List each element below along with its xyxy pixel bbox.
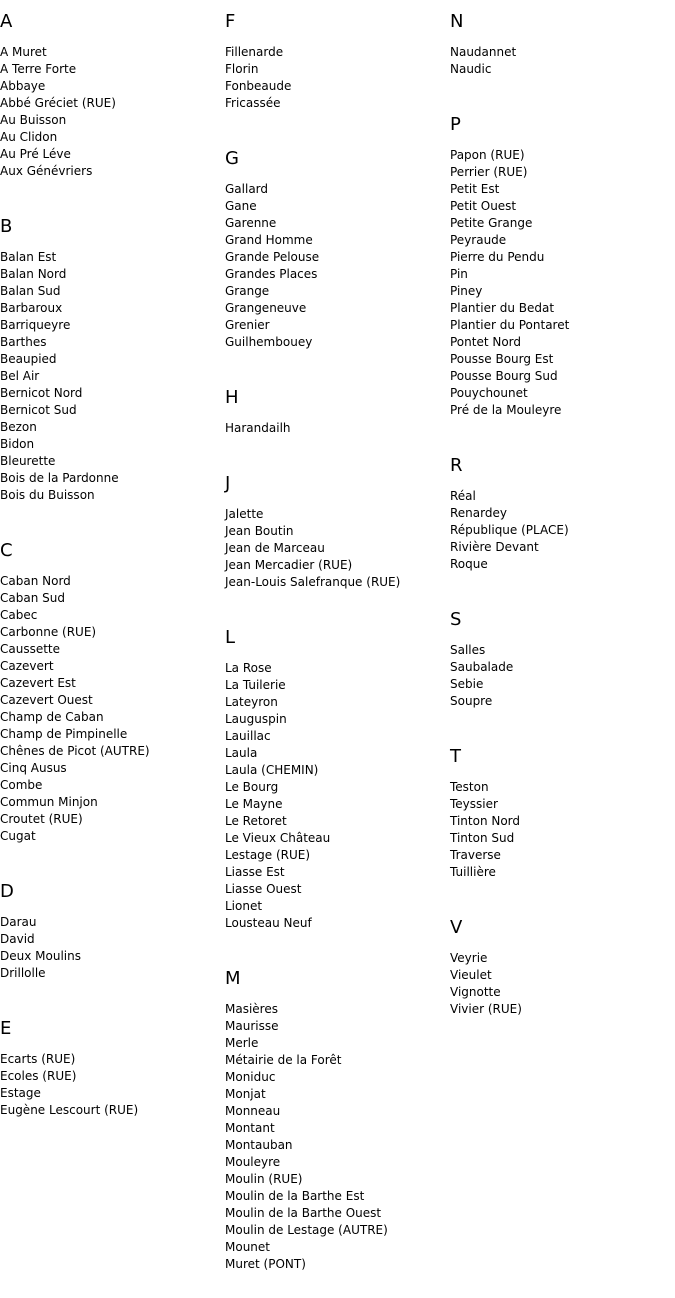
street-link[interactable]: Vivier (RUE) <box>450 1002 522 1016</box>
street-link[interactable]: Tinton Sud <box>450 831 515 845</box>
street-link[interactable]: Vignotte <box>450 985 501 999</box>
letter-section <box>0 0 225 205</box>
street-link[interactable]: Grand Homme <box>225 233 313 247</box>
street-link[interactable]: Vieulet <box>450 968 492 982</box>
street-link[interactable]: Champ de Caban <box>0 710 104 724</box>
letter-heading: P <box>450 114 461 135</box>
street-link[interactable]: Deux Moulins <box>0 949 81 963</box>
street-link[interactable]: Montant <box>225 1121 275 1135</box>
street-link[interactable]: Soupre <box>450 694 493 708</box>
street-link[interactable]: Fricassée <box>225 96 281 110</box>
street-link[interactable]: Moulin de Lestage (AUTRE) <box>225 1223 388 1237</box>
street-link[interactable]: Laula (CHEMIN) <box>225 763 319 777</box>
street-link[interactable]: Fonbeaude <box>225 79 292 93</box>
street-link[interactable]: Laula <box>225 746 258 760</box>
street-link[interactable]: Sebie <box>450 677 484 691</box>
street-link[interactable]: Florin <box>225 62 259 76</box>
letter-heading: B <box>0 216 13 237</box>
street-link[interactable]: Naudannet <box>450 45 517 59</box>
street-link[interactable]: Cazevert Ouest <box>0 693 93 707</box>
street-link[interactable]: Plantier du Bedat <box>450 301 555 315</box>
street-list <box>0 914 225 1007</box>
street-link[interactable]: Traverse <box>450 848 501 862</box>
street-link[interactable]: Lauguspin <box>225 712 287 726</box>
street-index-column-2 <box>225 0 450 1298</box>
street-list <box>450 488 675 598</box>
street-list <box>450 950 675 1043</box>
street-link[interactable]: Lauillac <box>225 729 271 743</box>
letter-heading: A <box>0 11 13 32</box>
street-link[interactable]: Lousteau Neuf <box>225 916 312 930</box>
letter-section <box>0 529 225 870</box>
street-link[interactable]: Bidon <box>0 437 35 451</box>
street-link[interactable]: Roque <box>450 557 488 571</box>
street-link[interactable]: Darau <box>0 915 37 929</box>
street-link[interactable]: Jean de Marceau <box>225 541 325 555</box>
street-link[interactable]: Commun Minjon <box>0 795 98 809</box>
street-link[interactable]: Pousse Bourg Sud <box>450 369 558 383</box>
street-link[interactable]: Papon (RUE) <box>450 148 525 162</box>
letter-section <box>0 870 225 1007</box>
letter-heading: D <box>0 881 14 902</box>
street-link[interactable]: David <box>0 932 35 946</box>
street-link[interactable]: Abbaye <box>0 79 46 93</box>
street-link[interactable]: Caussette <box>0 642 61 656</box>
street-link[interactable]: Maurisse <box>225 1019 279 1033</box>
street-link[interactable]: Grangeneuve <box>225 301 307 315</box>
letter-heading: N <box>450 11 464 32</box>
street-link[interactable]: Chênes de Picot (AUTRE) <box>0 744 150 758</box>
letter-section <box>450 103 675 444</box>
street-link[interactable]: Abbé Gréciet (RUE) <box>0 96 116 110</box>
street-link[interactable]: Métairie de la Forêt <box>225 1053 342 1067</box>
street-link[interactable]: Moulin de la Barthe Ouest <box>225 1206 382 1220</box>
street-link[interactable]: Monneau <box>225 1104 281 1118</box>
street-list <box>225 420 450 462</box>
street-list <box>225 1001 450 1298</box>
letter-heading: M <box>225 968 241 989</box>
street-link[interactable]: Monjat <box>225 1087 266 1101</box>
street-list <box>0 1051 225 1144</box>
street-link[interactable]: Naudic <box>450 62 492 76</box>
street-link[interactable]: Le Vieux Château <box>225 831 331 845</box>
street-link[interactable]: Merle <box>225 1036 259 1050</box>
street-list <box>225 44 450 137</box>
street-link[interactable]: Ecarts (RUE) <box>0 1052 76 1066</box>
street-link[interactable]: Aux Génévriers <box>0 164 93 178</box>
street-list <box>0 44 225 205</box>
street-link[interactable]: Au Clidon <box>0 130 58 144</box>
street-link[interactable]: Montauban <box>225 1138 293 1152</box>
street-link[interactable]: Champ de Pimpinelle <box>0 727 128 741</box>
street-link[interactable]: Eugène Lescourt (RUE) <box>0 1103 139 1117</box>
street-link[interactable]: Pousse Bourg Est <box>450 352 554 366</box>
street-link[interactable]: Caban Nord <box>0 574 71 588</box>
street-link[interactable]: Gane <box>225 199 257 213</box>
street-link[interactable]: Cazevert Est <box>0 676 76 690</box>
street-link[interactable]: Grenier <box>225 318 270 332</box>
street-link[interactable]: République (PLACE) <box>450 523 569 537</box>
street-link[interactable]: Mouleyre <box>225 1155 281 1169</box>
street-link[interactable]: Fillenarde <box>225 45 284 59</box>
street-link[interactable]: Pierre du Pendu <box>450 250 545 264</box>
street-link[interactable]: Beaupied <box>0 352 57 366</box>
street-link[interactable]: Estage <box>0 1086 41 1100</box>
letter-section <box>225 462 450 616</box>
street-link[interactable]: Peyraude <box>450 233 507 247</box>
street-index-column-3 <box>450 0 675 1043</box>
letter-heading: C <box>0 540 13 561</box>
street-list <box>0 573 225 870</box>
street-link[interactable]: Perrier (RUE) <box>450 165 528 179</box>
street-link[interactable]: Petit Est <box>450 182 500 196</box>
street-link[interactable]: Bernicot Sud <box>0 403 77 417</box>
street-link[interactable]: Pouychounet <box>450 386 528 400</box>
street-link[interactable]: La Rose <box>225 661 272 675</box>
street-link[interactable]: Le Bourg <box>225 780 279 794</box>
street-link[interactable]: Tuillière <box>450 865 496 879</box>
street-link[interactable]: La Tuilerie <box>225 678 286 692</box>
street-link[interactable]: Bois de la Pardonne <box>0 471 119 485</box>
street-list <box>450 779 675 906</box>
street-link[interactable]: Liasse Est <box>225 865 285 879</box>
street-list <box>225 506 450 616</box>
letter-heading: V <box>450 917 463 938</box>
street-link[interactable]: Le Retoret <box>225 814 287 828</box>
street-link[interactable]: Lionet <box>225 899 263 913</box>
street-link[interactable]: Caban Sud <box>0 591 65 605</box>
letter-section <box>225 0 450 137</box>
letter-heading: E <box>0 1018 12 1039</box>
street-list <box>450 642 675 735</box>
street-link[interactable]: Ecoles (RUE) <box>0 1069 77 1083</box>
street-link[interactable]: Gallard <box>225 182 269 196</box>
street-link[interactable]: Rivière Devant <box>450 540 539 554</box>
letter-heading: R <box>450 455 463 476</box>
letter-heading: J <box>225 473 231 494</box>
street-link[interactable]: Pontet Nord <box>450 335 522 349</box>
letter-section <box>450 735 675 906</box>
street-link[interactable]: Balan Est <box>0 250 57 264</box>
street-link[interactable]: Piney <box>450 284 483 298</box>
letter-section <box>0 1007 225 1144</box>
street-link[interactable]: Bernicot Nord <box>0 386 83 400</box>
street-list <box>0 249 225 529</box>
street-link[interactable]: Croutet (RUE) <box>0 812 83 826</box>
street-link[interactable]: A Terre Forte <box>0 62 77 76</box>
street-link[interactable]: Pré de la Mouleyre <box>450 403 562 417</box>
street-link[interactable]: Plantier du Pontaret <box>450 318 570 332</box>
letter-heading: T <box>450 746 461 767</box>
street-link[interactable]: Réal <box>450 489 476 503</box>
street-link[interactable]: Renardey <box>450 506 507 520</box>
street-link[interactable]: Petite Grange <box>450 216 533 230</box>
street-link[interactable]: Jalette <box>225 507 264 521</box>
street-link[interactable]: Balan Sud <box>0 284 61 298</box>
street-link[interactable]: Jean Mercadier (RUE) <box>225 558 353 572</box>
street-link[interactable]: Masières <box>225 1002 278 1016</box>
letter-heading: H <box>225 387 239 408</box>
street-link[interactable]: Jean-Louis Salefranque (RUE) <box>225 575 401 589</box>
street-link[interactable]: Lateyron <box>225 695 278 709</box>
street-link[interactable]: Pin <box>450 267 468 281</box>
street-link[interactable]: Harandailh <box>225 421 291 435</box>
street-link[interactable]: Barriqueyre <box>0 318 71 332</box>
street-link[interactable]: Barthes <box>0 335 47 349</box>
letter-section <box>0 205 225 529</box>
letter-section <box>225 957 450 1298</box>
street-link[interactable]: Moniduc <box>225 1070 276 1084</box>
street-link[interactable]: Au Buisson <box>0 113 67 127</box>
street-link[interactable]: Balan Nord <box>0 267 67 281</box>
street-link[interactable]: Drillolle <box>0 966 46 980</box>
street-list <box>225 181 450 376</box>
street-link[interactable]: Muret (PONT) <box>225 1257 306 1271</box>
street-list <box>450 147 675 444</box>
street-link[interactable]: Au Pré Léve <box>0 147 71 161</box>
street-link[interactable]: Veyrie <box>450 951 488 965</box>
street-link[interactable]: Mounet <box>225 1240 270 1254</box>
street-link[interactable]: Cinq Ausus <box>0 761 67 775</box>
street-link[interactable]: Carbonne (RUE) <box>0 625 97 639</box>
street-link[interactable]: Petit Ouest <box>450 199 517 213</box>
street-link[interactable]: Jean Boutin <box>225 524 294 538</box>
street-link[interactable]: Combe <box>0 778 43 792</box>
street-link[interactable]: Grandes Places <box>225 267 318 281</box>
street-index-column-1 <box>0 0 225 1144</box>
street-list <box>225 660 450 957</box>
street-link[interactable]: A Muret <box>0 45 47 59</box>
letter-section <box>225 137 450 376</box>
street-link[interactable]: Salles <box>450 643 486 657</box>
street-link[interactable]: Teston <box>450 780 489 794</box>
street-link[interactable]: Moulin de la Barthe Est <box>225 1189 365 1203</box>
letter-heading: G <box>225 148 239 169</box>
street-link[interactable]: Cazevert <box>0 659 54 673</box>
street-link[interactable]: Tinton Nord <box>450 814 521 828</box>
street-link[interactable]: Bleurette <box>0 454 56 468</box>
street-link[interactable]: Bois du Buisson <box>0 488 95 502</box>
letter-heading: S <box>450 609 462 630</box>
letter-section <box>225 376 450 462</box>
letter-section <box>450 0 675 103</box>
street-link[interactable]: Saubalade <box>450 660 514 674</box>
street-link[interactable]: Liasse Ouest <box>225 882 302 896</box>
street-link[interactable]: Grange <box>225 284 270 298</box>
letter-section <box>225 616 450 957</box>
letter-section <box>450 598 675 735</box>
street-link[interactable]: Guilhembouey <box>225 335 313 349</box>
street-link[interactable]: Grande Pelouse <box>225 250 320 264</box>
street-link[interactable]: Barbaroux <box>0 301 63 315</box>
letter-heading: F <box>225 11 236 32</box>
letter-section <box>450 906 675 1043</box>
letter-heading: L <box>225 627 236 648</box>
street-link[interactable]: Cugat <box>0 829 36 843</box>
street-link[interactable]: Moulin (RUE) <box>225 1172 303 1186</box>
street-list <box>450 44 675 103</box>
letter-section <box>450 444 675 598</box>
street-link[interactable]: Garenne <box>225 216 277 230</box>
street-link[interactable]: Le Mayne <box>225 797 283 811</box>
street-link[interactable]: Lestage (RUE) <box>225 848 311 862</box>
street-link[interactable]: Cabec <box>0 608 38 622</box>
street-link[interactable]: Bel Air <box>0 369 40 383</box>
street-link[interactable]: Teyssier <box>450 797 498 811</box>
street-link[interactable]: Bezon <box>0 420 37 434</box>
